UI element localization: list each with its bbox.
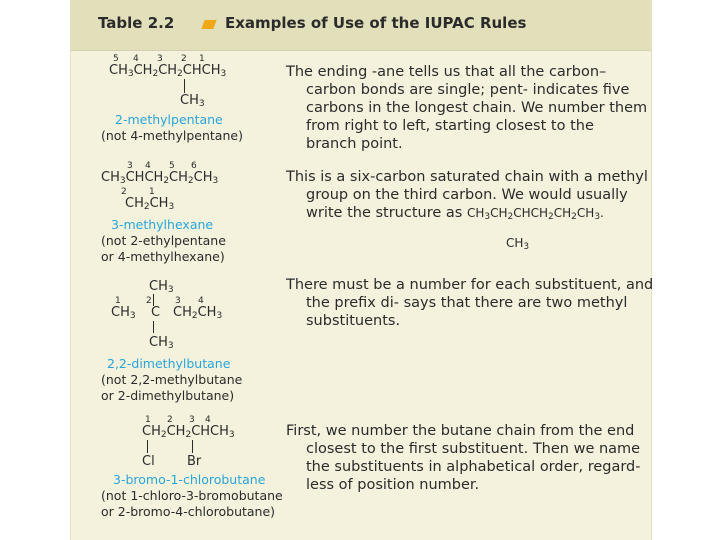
example-description: There must be a number for each substituent, and the prefix di- says that there are two methyl substituents. [286, 277, 654, 329]
carbon-number: 4 [198, 296, 204, 306]
structural-formula: $CH_3CH_2CH_2CHCH_3$ [109, 63, 227, 79]
chain-right: $CH_2CH_3$ [173, 305, 223, 321]
incorrect-name-note: (not 1-chloro-3-bromobutane [101, 488, 283, 503]
incorrect-name-note: or 2-dimethylbutane) [101, 388, 235, 403]
carbon-number: 4 [133, 54, 139, 64]
inline-branch-group: $CH_3$ [506, 236, 530, 252]
incorrect-name-note: (not 2-ethylpentane [101, 233, 226, 248]
carbon-number: 3 [189, 415, 195, 425]
branch-group: $CH_3$ [149, 279, 174, 295]
substituent-chlorine: Cl [142, 454, 155, 469]
carbon-number: 5 [169, 161, 175, 171]
carbon-number: 4 [145, 161, 151, 171]
chain-left: $CH_3$ [111, 305, 136, 321]
incorrect-name-note: or 2-bromo-4-chlorobutane) [101, 504, 276, 519]
compound-name: 3-bromo-1-chlorobutane [113, 472, 266, 487]
substituent-bromine: Br [187, 454, 202, 469]
table-title-bar [71, 0, 651, 51]
carbon-number: 2 [167, 415, 173, 425]
bond-line [147, 440, 148, 453]
bond-line [192, 440, 193, 453]
incorrect-name-note: or 4-methylhexane) [101, 249, 225, 264]
example-description: This is a six-carbon saturated chain with a methyl group on the third carbon. We would usually write the structure as $CH_3CH_2CHCH_2CH_2CH_3$. [286, 169, 648, 222]
compound-name: 2-methylpentane [115, 112, 223, 127]
carbon-number: 2 [146, 296, 152, 306]
carbon-number: 2 [181, 54, 187, 64]
branch-group: $CH_2CH_3$ [125, 196, 175, 212]
inline-structural-formula: $CH_3CH_2CHCH_2CH_2CH_3$. [466, 206, 604, 222]
bond-line [153, 321, 154, 333]
title-marker-icon [201, 20, 216, 29]
table-label: Table 2.2 [98, 14, 175, 32]
carbon-number: 5 [113, 54, 119, 64]
carbon-number: 3 [157, 54, 163, 64]
compound-name: 2,2-dimethylbutane [107, 356, 231, 371]
carbon-number: 6 [191, 161, 197, 171]
example-description: First, we number the butane chain from the end closest to the first substituent. Then we name the substituents in alphabetical order, regard- less of position number. [286, 423, 641, 493]
central-carbon: C [151, 305, 161, 320]
branch-group: $CH_3$ [180, 93, 205, 109]
structural-formula: $CH_3CHCH_2CH_2CH_3$ [101, 170, 219, 186]
incorrect-name-note: (not 4-methylpentane) [101, 128, 243, 143]
carbon-number: 3 [175, 296, 181, 306]
compound-name: 3-methylhexane [111, 217, 214, 232]
incorrect-name-note: (not 2,2-methylbutane [101, 372, 243, 387]
carbon-number: 2 [121, 187, 127, 197]
table-heading: Examples of Use of the IUPAC Rules [225, 14, 527, 32]
branch-group: $CH_3$ [149, 335, 174, 351]
example-description: The ending -ane tells us that all the carbon– carbon bonds are single; pent- indicates five carbons in the longest chain. We number them from right to left, starting closest to the branch point. [286, 64, 648, 152]
carbon-number: 1 [149, 187, 155, 197]
carbon-number: 4 [205, 415, 211, 425]
carbon-number: 1 [199, 54, 205, 64]
bond-line [184, 79, 185, 93]
carbon-number: 3 [127, 161, 133, 171]
structural-formula: $CH_2CH_2CHCH_3$ [142, 424, 235, 440]
carbon-number: 1 [145, 415, 151, 425]
carbon-number: 1 [115, 296, 121, 306]
table-panel [70, 0, 652, 540]
